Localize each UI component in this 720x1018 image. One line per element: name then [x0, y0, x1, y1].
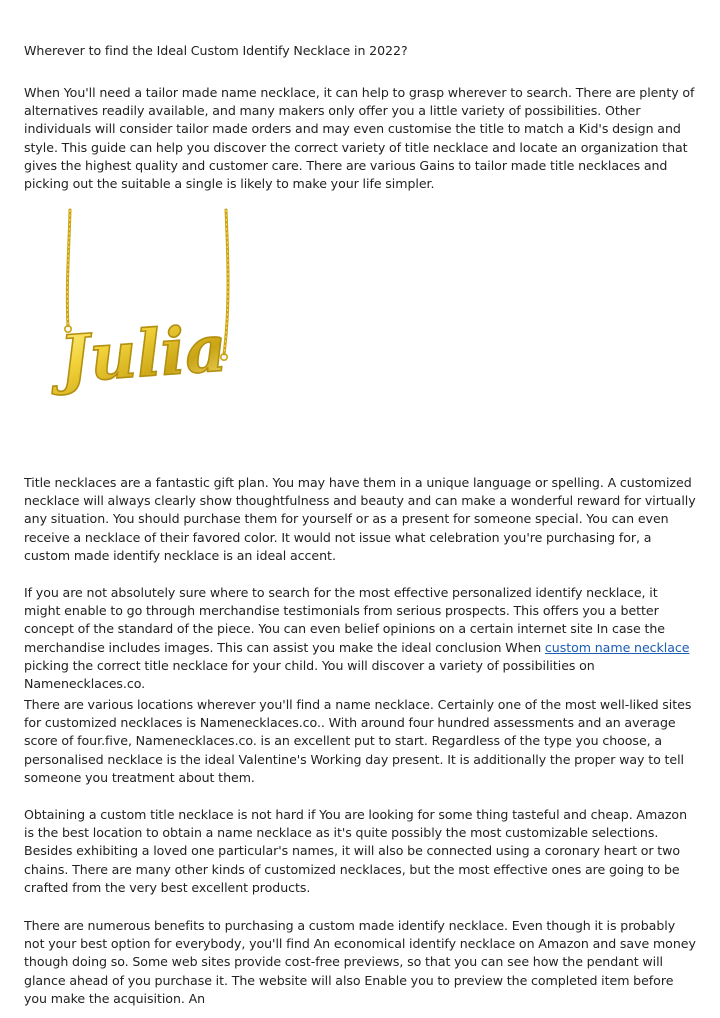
paragraph-testimonials-text-end: picking the correct title necklace for your child. You will discover a variety of possibilities on Namenecklaces.co. [24, 657, 595, 692]
paragraph-gift-plan: Title necklaces are a fantastic gift plan. You may have them in a unique language or spelling. A customized necklace will always clearly show thoughtfulness and beauty and can make a wonderful reward for virtually any situation. You should purchase them for yourself or as a present for someone special. You can even receive a necklace of their favored color. It would not issue what celebration you're purchasing for, a custom made identify necklace is an ideal accent. [24, 475, 696, 563]
paragraph-amazon: Obtaining a custom title necklace is not hard if You are looking for some thing tasteful and cheap. Amazon is the best location to obtain a name necklace as it's quite possibly the most customizable selections. Besides exhibiting a loved one particular's names, it will also be connected using a coronary heart or two chains. There are many other kinds of customized necklaces, but the most effective ones are going to be crafted from the very best excellent products. [24, 807, 688, 895]
paragraph-testimonials [24, 584, 696, 693]
julia-name-necklace-image [44, 208, 240, 402]
paragraph-locations: There are various locations wherever you'll find a name necklace. Certainly one of the most well-liked sites for customized necklaces is Namenecklaces.co.. With around four hundred assessments and an average score of four.five, Namenecklaces.co. is an excellent put to start. Regardless of the type you choose, a personalised necklace is the ideal Valentine's Working day present. It is additionally the proper way to tell someone you treatment about them. [24, 697, 692, 785]
article-heading: Wherever to find the Ideal Custom Identify Necklace in 2022? [24, 43, 408, 58]
pendant-name: Julia [57, 311, 229, 398]
custom-name-necklace-link[interactable]: custom name necklace [544, 639, 690, 655]
necklace-image [44, 208, 240, 402]
paragraph-intro: When You'll need a tailor made name necklace, it can help to grasp wherever to search. There are plenty of alternatives readily available, and many makers only offer you a little variety of possibilities. Other individuals will consider tailor made orders and may even customise the title to match a Kid's design and style. This guide can help you discover the correct variety of title necklace and locate an organization that gives the highest quality and customer care. There are various Gains to tailor made title necklaces and picking out the suitable a single is likely to make your life simpler. [24, 85, 695, 192]
paragraph-benefits: There are numerous benefits to purchasing a custom made identify necklace. Even though it is probably not your best option for everybody, you'll find An economical identify necklace on Amazon and save money though doing so. Some web sites provide cost-free previews, so that you can see how the pendant will glance ahead of you purchase it. The website will also Enable you to preview the completed item before you make the acquisition. An [24, 918, 696, 1006]
paragraph-testimonials-text-start: If you are not absolutely sure where to search for the most effective personalized identify necklace, it might enable to go through merchandise testimonials from serious prospects. This offers you a better concept of the standard of the piece. You can even belief opinions on a certain internet site In case the merchandise includes images. This can assist you make the ideal conclusion When [24, 585, 665, 655]
